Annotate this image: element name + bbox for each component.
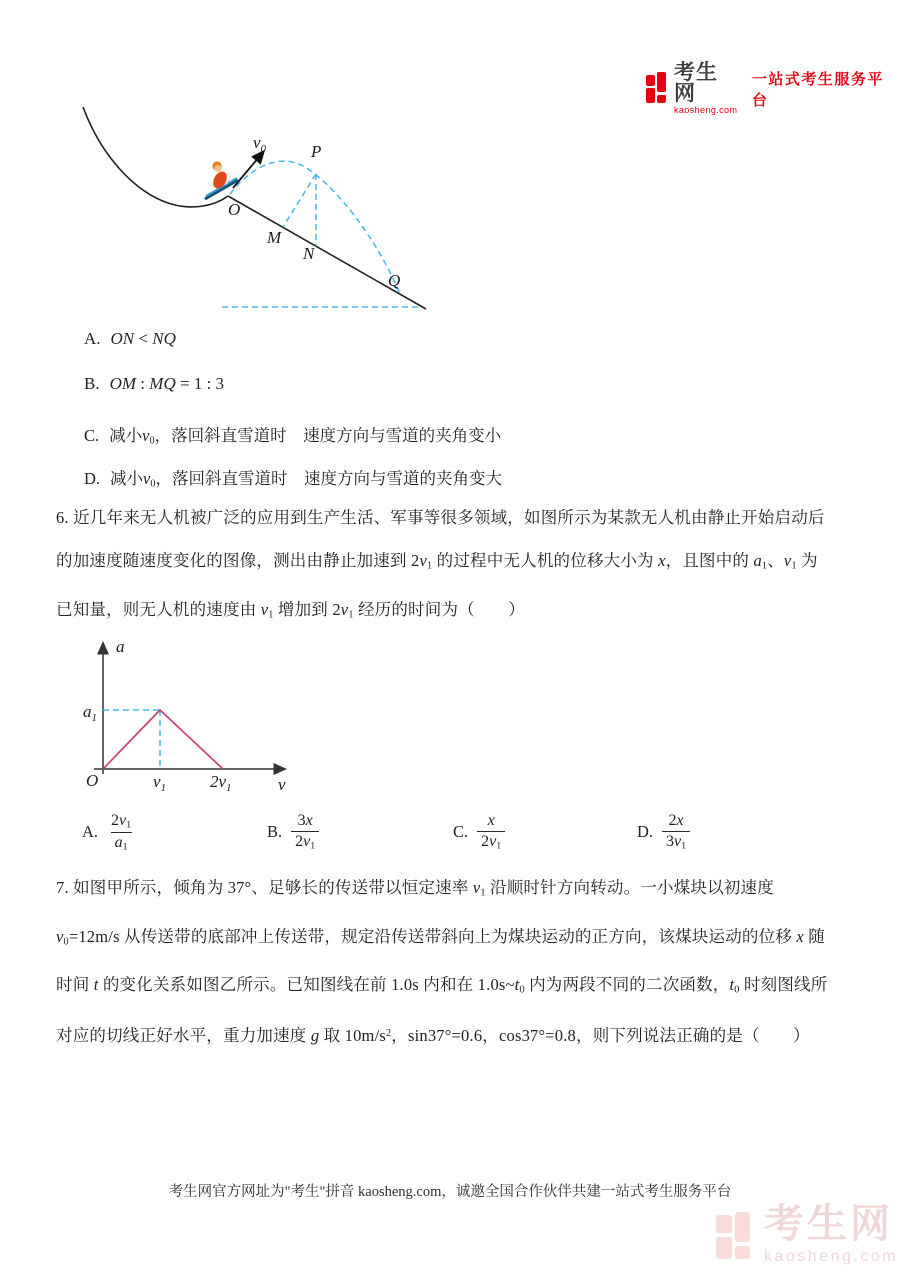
label-M: M: [267, 228, 282, 247]
q5-option-a: [84, 329, 176, 349]
v0-velocity-arrow: [233, 151, 264, 188]
fraction: [291, 811, 319, 853]
watermark-text-column: [764, 1204, 898, 1266]
q7-text-line-2: v0=12m/s 从传送带的底部冲上传送带，规定沿传送带斜向上为煤块运动的正方向，该煤块运动的位移 x 随: [56, 926, 825, 948]
option-text: 减小v0，落回斜直雪道时 速度方向与雪道的夹角变小: [109, 426, 502, 447]
watermark-logo-icon: [716, 1212, 756, 1260]
a-v-curve: [103, 710, 223, 769]
option-label: B.: [84, 374, 100, 393]
label-v-axis: v: [278, 775, 286, 794]
q6-text-line-2: 的加速度随速度变化的图像，测出由静止加速到 2v1 的过程中无人机的位移大小为 x，且图中的 a1、v1 为: [56, 551, 818, 572]
option-label: A.: [84, 329, 101, 348]
label-v0: $v_0$: [253, 133, 267, 155]
fraction-numerator: 2v1: [111, 812, 132, 831]
incline-line: [228, 196, 426, 309]
fraction-numerator: 3x: [297, 812, 313, 829]
fraction-numerator: x: [487, 812, 495, 829]
q5-option-c: [84, 422, 501, 447]
logo-text-column: [674, 62, 740, 115]
fraction-denominator: 2v1: [291, 831, 319, 853]
label-P: P: [311, 142, 322, 161]
watermark-block: [735, 1246, 750, 1259]
fraction: [477, 811, 505, 853]
option-label: C.: [453, 821, 469, 841]
q7-text-line-4: 对应的切线正好水平，重力加速度 g 取 $10m/s^2$，sin37°=0.6，cos37°=0.8，则下列说法正确的是（ ）: [56, 1025, 810, 1045]
slope-curve: [83, 107, 228, 207]
kaosheng-logo-icon: [646, 72, 669, 105]
question-6-stem: [56, 496, 856, 636]
q6-option-b: [267, 811, 319, 853]
watermark-site-name: 考生网: [764, 1202, 893, 1246]
skier-figure: [205, 161, 238, 199]
q5-option-b: [84, 374, 224, 394]
q7-text-line-3: 时间 t 的变化关系如图乙所示。已知图线在前 1.0s 内和在 1.0s~t0 内为两段不同的二次函数，t0 时刻图线所: [56, 975, 828, 996]
question-7-stem: [56, 866, 856, 1057]
q6-option-a: [82, 811, 135, 854]
fraction-denominator: a1: [111, 832, 132, 854]
label-origin: O: [86, 771, 99, 790]
kaosheng-watermark: [716, 1204, 900, 1266]
logo-block: [646, 88, 655, 103]
trajectory-parabola: [230, 161, 400, 294]
q5-ski-jump-figure: [70, 96, 440, 321]
p-to-m-dashed-line: [283, 174, 316, 227]
fraction-denominator: 3v1: [662, 831, 690, 853]
logo-block: [646, 75, 655, 86]
q6-text-line-1: 6. 近几年来无人机被广泛的应用到生产生活、军事等很多领域，如图所示为某款无人机由静止开始启动后: [56, 508, 825, 527]
label-N: N: [303, 244, 315, 263]
label-2v1: $2v_1$: [210, 772, 232, 794]
q6-options-row: [0, 806, 900, 866]
q6-option-d: [637, 811, 690, 853]
logo-site-domain: kaosheng.com: [674, 105, 738, 115]
logo-site-name: 考生网: [674, 61, 718, 105]
option-label: D.: [84, 469, 101, 488]
q6-option-c: [453, 811, 505, 853]
option-label: C.: [84, 426, 100, 445]
fraction: [107, 811, 135, 854]
option-text: ON < NQ: [110, 329, 176, 348]
q7-text-line-1: 7. 如图甲所示，倾角为 37°、足够长的传送带以恒定速率 v1 沿顺时针方向转动。一小煤块以初速度: [56, 878, 774, 899]
watermark-block: [716, 1215, 732, 1233]
kaosheng-logo: [646, 62, 900, 115]
option-label: B.: [267, 821, 283, 841]
fraction-denominator: 2v1: [477, 831, 505, 853]
label-a-axis: a: [116, 637, 125, 656]
skier-head: [214, 165, 221, 172]
option-label: D.: [637, 821, 654, 841]
logo-tagline: 一站式考生服务平台: [751, 70, 884, 109]
logo-block: [657, 72, 666, 92]
watermark-block: [735, 1212, 750, 1242]
option-label: A.: [82, 822, 99, 842]
option-text: OM : MQ = 1 : 3: [109, 374, 225, 393]
logo-block: [657, 95, 666, 103]
label-Q: Q: [388, 271, 401, 290]
label-O: O: [228, 200, 241, 219]
watermark-block: [716, 1237, 732, 1259]
page-footer-text: 考生网官方网址为"考生"拼音 kaosheng.com，诚邀全国合作伙伴共建一站式考生服务平台: [168, 1184, 732, 1200]
q6-text-line-3: 已知量，则无人机的速度由 v1 增加到 2v1 经历的时间为（ ）: [56, 599, 525, 621]
label-a1: $a_1$: [83, 702, 97, 724]
option-text: 减小v0，落回斜直雪道时 速度方向与雪道的夹角变大: [110, 469, 502, 490]
fraction: [662, 811, 690, 853]
watermark-site-domain: kaosheng.com: [764, 1248, 899, 1265]
fraction-numerator: 2x: [668, 812, 684, 829]
label-v1: $v_1$: [153, 772, 167, 794]
q5-option-d: [84, 465, 502, 490]
q6-av-graph: [78, 630, 308, 802]
